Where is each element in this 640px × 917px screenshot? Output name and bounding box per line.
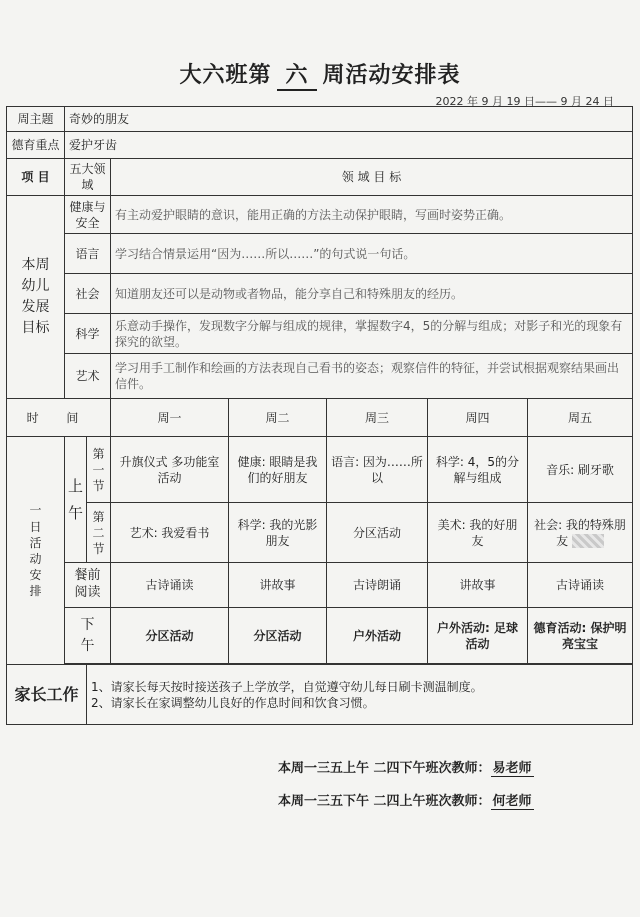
p1-wed: 语言: 因为……所以 — [327, 437, 428, 503]
p1-tue: 健康: 眼睛是我们的好朋友 — [229, 437, 327, 503]
pm-tue: 分区活动 — [229, 608, 327, 664]
domain-name-health: 健康与安全 — [65, 196, 111, 234]
title-week-number: 六 — [277, 58, 316, 91]
reading-mon: 古诗诵读 — [111, 563, 229, 608]
period-2-label: 第二节 — [87, 503, 111, 563]
teacher-2-text: 本周一三五下午 二四上午班次教师： — [278, 794, 491, 809]
pm-mon: 分区活动 — [111, 608, 229, 664]
item-header: 项 目 — [7, 159, 65, 196]
domain-name-science: 科学 — [65, 314, 111, 354]
page-title — [0, 58, 640, 91]
five-areas-header: 五大领域 — [65, 159, 111, 196]
domain-goal-science: 乐意动手操作，发现数字分解与组成的规律，掌握数字4，5的分解与组成；对影子和光的现象有探究的欲望。 — [111, 314, 633, 354]
day-header-mon: 周一 — [111, 399, 229, 437]
daily-activity-label: 一日活动安排 — [7, 437, 65, 665]
breakfast-reading-label: 餐前阅读 — [65, 563, 111, 608]
p2-wed: 分区活动 — [327, 503, 428, 563]
blurred-text — [572, 534, 604, 548]
p2-thu: 美术: 我的好朋友 — [428, 503, 528, 563]
domain-name-language: 语言 — [65, 234, 111, 274]
title-prefix: 大六班第 — [179, 63, 272, 88]
p1-fri: 音乐: 刷牙歌 — [528, 437, 633, 503]
domain-goal-health: 有主动爱护眼睛的意识，能用正确的方法主动保护眼睛，写画时姿势正确。 — [111, 196, 633, 234]
teacher-line-2 — [278, 790, 534, 809]
theme-label: 周主题 — [7, 107, 65, 132]
dev-goal-label: 本周幼儿发展目标 — [7, 196, 65, 399]
reading-fri: 古诗诵读 — [528, 563, 633, 608]
pm-wed: 户外活动 — [327, 608, 428, 664]
teacher-1-text: 本周一三五上午 二四下午班次教师： — [278, 761, 491, 776]
parent-item-1: 1、请家长每天按时接送孩子上学放学，自觉遵守幼儿每日刷卡测温制度。 — [91, 679, 483, 694]
day-header-wed: 周三 — [327, 399, 428, 437]
p2-tue: 科学: 我的光影朋友 — [229, 503, 327, 563]
moral-label: 德育重点 — [7, 132, 65, 159]
domain-goal-language: 学习结合情景运用“因为……所以……”的句式说一句话。 — [111, 234, 633, 274]
parent-item-2: 2、请家长在家调整幼儿良好的作息时间和饮食习惯。 — [91, 695, 375, 710]
day-header-fri: 周五 — [528, 399, 633, 437]
p1-thu: 科学: 4，5的分解与组成 — [428, 437, 528, 503]
pm-thu: 户外活动: 足球活动 — [428, 608, 528, 664]
p2-fri-text: 社会: 我的特殊朋友 — [534, 517, 626, 548]
day-header-tue: 周二 — [229, 399, 327, 437]
teacher-1-name: 易老师 — [492, 761, 532, 776]
parent-work-list — [87, 665, 633, 725]
p2-fri — [528, 503, 633, 563]
reading-tue: 讲故事 — [229, 563, 327, 608]
date-range: 2022 年 9 月 19 日—— 9 月 24 日 — [435, 95, 614, 108]
reading-wed: 古诗朗诵 — [327, 563, 428, 608]
p1-mon: 升旗仪式 多功能室活动 — [111, 437, 229, 503]
title-suffix: 周活动安排表 — [322, 63, 461, 88]
parent-work-label: 家长工作 — [7, 665, 87, 725]
afternoon-label: 下午 — [65, 608, 111, 664]
moral-value: 爱护牙齿 — [65, 132, 633, 159]
domain-goal-art: 学习用手工制作和绘画的方法表现自己看书的姿态；观察信件的特征，并尝试根据观察结果画出信件。 — [111, 354, 633, 399]
domain-name-social: 社会 — [65, 274, 111, 314]
morning-label: 上午 — [65, 437, 87, 563]
domain-name-art: 艺术 — [65, 354, 111, 399]
period-1-label: 第一节 — [87, 437, 111, 503]
time-label: 时 间 — [7, 399, 111, 437]
p2-mon: 艺术: 我爱看书 — [111, 503, 229, 563]
teacher-2-name: 何老师 — [492, 794, 532, 809]
schedule-table — [6, 106, 633, 725]
reading-thu: 讲故事 — [428, 563, 528, 608]
theme-value: 奇妙的朋友 — [65, 107, 633, 132]
teacher-line-1 — [278, 757, 534, 776]
goal-header: 领 域 目 标 — [111, 159, 633, 196]
domain-goal-social: 知道朋友还可以是动物或者物品，能分享自己和特殊朋友的经历。 — [111, 274, 633, 314]
pm-fri: 德育活动: 保护明亮宝宝 — [528, 608, 633, 664]
day-header-thu: 周四 — [428, 399, 528, 437]
